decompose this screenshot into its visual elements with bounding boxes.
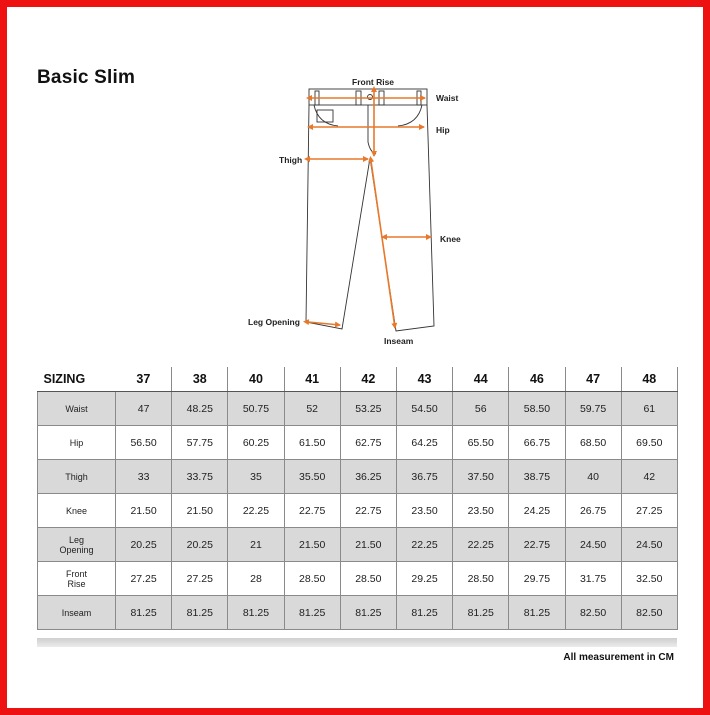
size-header-cell: 40 xyxy=(228,367,284,392)
table-cell: 24.50 xyxy=(621,528,677,562)
table-cell: 35 xyxy=(228,460,284,494)
table-cell: 57.75 xyxy=(172,426,228,460)
table-row xyxy=(38,426,678,460)
size-chart-table xyxy=(37,367,678,630)
table-cell: 27.25 xyxy=(621,494,677,528)
table-cell: 38.75 xyxy=(509,460,565,494)
measurement-label: Front Rise xyxy=(38,562,116,596)
table-cell: 58.50 xyxy=(509,392,565,426)
table-cell: 50.75 xyxy=(228,392,284,426)
table-cell: 21.50 xyxy=(116,494,172,528)
table-shadow xyxy=(37,638,677,647)
table-row xyxy=(38,562,678,596)
table-cell: 81.25 xyxy=(340,596,396,630)
table-cell: 28.50 xyxy=(284,562,340,596)
table-cell: 20.25 xyxy=(172,528,228,562)
table-cell: 27.25 xyxy=(172,562,228,596)
table-cell: 53.25 xyxy=(340,392,396,426)
table-cell: 29.75 xyxy=(509,562,565,596)
table-cell: 81.25 xyxy=(172,596,228,630)
knee-label: Knee xyxy=(440,234,461,244)
table-cell: 28.50 xyxy=(340,562,396,596)
table-cell: 48.25 xyxy=(172,392,228,426)
thigh-label: Thigh xyxy=(279,155,303,165)
table-row xyxy=(38,528,678,562)
size-header-cell: 42 xyxy=(340,367,396,392)
size-header-cell: 41 xyxy=(284,367,340,392)
table-cell: 23.50 xyxy=(396,494,452,528)
table-cell: 22.75 xyxy=(509,528,565,562)
table-cell: 23.50 xyxy=(453,494,509,528)
front-rise-label: Front Rise xyxy=(352,77,395,87)
inseam-label: Inseam xyxy=(384,336,414,346)
hip-label: Hip xyxy=(436,125,450,135)
table-cell: 28 xyxy=(228,562,284,596)
leg-opening-label: Leg Opening xyxy=(248,317,300,327)
page-title: Basic Slim xyxy=(37,67,136,88)
table-row xyxy=(38,460,678,494)
table-cell: 20.25 xyxy=(116,528,172,562)
table-cell: 52 xyxy=(284,392,340,426)
size-header-cell: 37 xyxy=(116,367,172,392)
table-cell: 36.75 xyxy=(396,460,452,494)
table-cell: 61 xyxy=(621,392,677,426)
table-cell: 64.25 xyxy=(396,426,452,460)
table-cell: 66.75 xyxy=(509,426,565,460)
table-cell: 22.25 xyxy=(453,528,509,562)
table-cell: 24.25 xyxy=(509,494,565,528)
table-cell: 33 xyxy=(116,460,172,494)
measurement-unit-note: All measurement in CM xyxy=(563,652,674,663)
size-header-cell: 48 xyxy=(621,367,677,392)
table-cell: 37.50 xyxy=(453,460,509,494)
table-cell: 81.25 xyxy=(284,596,340,630)
table-cell: 28.50 xyxy=(453,562,509,596)
measurement-label: Inseam xyxy=(38,596,116,630)
table-cell: 56.50 xyxy=(116,426,172,460)
inseam-arrow xyxy=(371,161,395,328)
table-cell: 54.50 xyxy=(396,392,452,426)
table-cell: 29.25 xyxy=(396,562,452,596)
table-cell: 22.25 xyxy=(396,528,452,562)
table-row xyxy=(38,392,678,426)
table-cell: 81.25 xyxy=(396,596,452,630)
table-cell: 21.50 xyxy=(340,528,396,562)
sizing-header: SIZING xyxy=(38,367,116,392)
size-header-cell: 44 xyxy=(453,367,509,392)
measurement-label: Leg Opening xyxy=(38,528,116,562)
table-row xyxy=(38,494,678,528)
table-cell: 81.25 xyxy=(228,596,284,630)
table-cell: 42 xyxy=(621,460,677,494)
table-cell: 82.50 xyxy=(565,596,621,630)
table-cell: 31.75 xyxy=(565,562,621,596)
table-cell: 59.75 xyxy=(565,392,621,426)
table-cell: 21.50 xyxy=(172,494,228,528)
measurement-label: Knee xyxy=(38,494,116,528)
measurement-label: Thigh xyxy=(38,460,116,494)
table-cell: 81.25 xyxy=(509,596,565,630)
table-cell: 27.25 xyxy=(116,562,172,596)
table-cell: 22.75 xyxy=(340,494,396,528)
table-cell: 21.50 xyxy=(284,528,340,562)
table-cell: 35.50 xyxy=(284,460,340,494)
measurement-arrows xyxy=(308,91,431,328)
table-cell: 60.25 xyxy=(228,426,284,460)
size-header-row xyxy=(38,367,678,392)
waist-label: Waist xyxy=(436,93,459,103)
size-header-cell: 47 xyxy=(565,367,621,392)
table-cell: 62.75 xyxy=(340,426,396,460)
size-header-cell: 38 xyxy=(172,367,228,392)
measurement-label: Hip xyxy=(38,426,116,460)
table-cell: 65.50 xyxy=(453,426,509,460)
table-cell: 47 xyxy=(116,392,172,426)
table-cell: 24.50 xyxy=(565,528,621,562)
table-cell: 22.75 xyxy=(284,494,340,528)
table-cell: 33.75 xyxy=(172,460,228,494)
table-cell: 69.50 xyxy=(621,426,677,460)
size-header-cell: 43 xyxy=(396,367,452,392)
table-cell: 82.50 xyxy=(621,596,677,630)
pants-outline xyxy=(306,89,434,331)
table-cell: 61.50 xyxy=(284,426,340,460)
table-cell: 32.50 xyxy=(621,562,677,596)
table-cell: 81.25 xyxy=(453,596,509,630)
table-cell: 68.50 xyxy=(565,426,621,460)
size-header-cell: 46 xyxy=(509,367,565,392)
table-cell: 26.75 xyxy=(565,494,621,528)
table-cell: 36.25 xyxy=(340,460,396,494)
measurement-label: Waist xyxy=(38,392,116,426)
table-cell: 40 xyxy=(565,460,621,494)
table-cell: 56 xyxy=(453,392,509,426)
table-cell: 21 xyxy=(228,528,284,562)
table-row xyxy=(38,596,678,630)
table-cell: 81.25 xyxy=(116,596,172,630)
table-cell: 22.25 xyxy=(228,494,284,528)
